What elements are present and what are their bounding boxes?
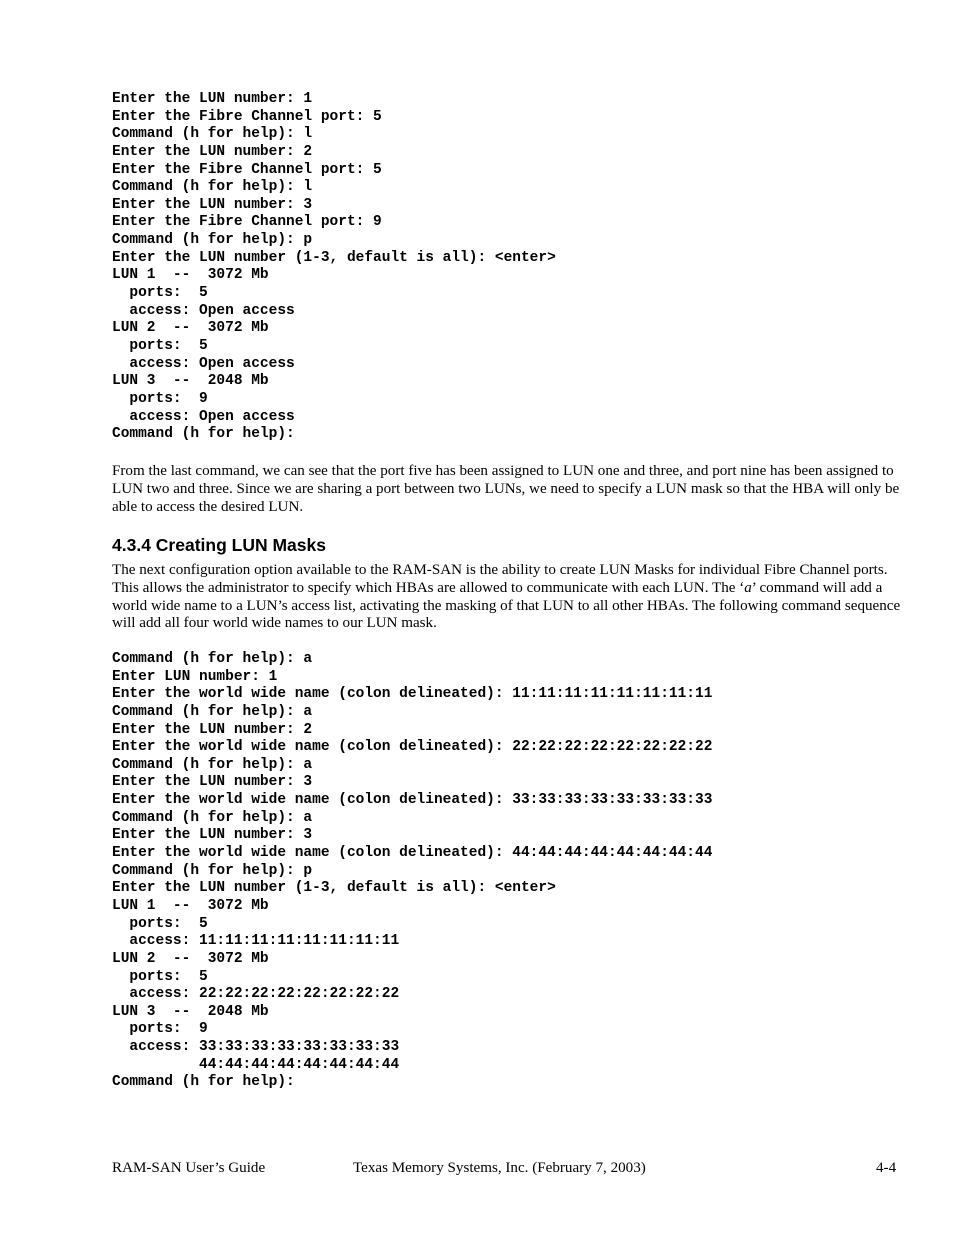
code-line: Enter the LUN number: 3 [112, 774, 313, 791]
code-line: access: Open access [112, 302, 295, 319]
paragraph-text: The next configuration option available to the RAM-SAN is the ability to create LUN Masks for individual Fibre Channel ports. This allows the administrator to specify which HBAs are allowed to communicate with each LUN. The ‘ [112, 562, 888, 596]
code-line: Command (h for help): l [112, 179, 313, 196]
code-line: access: 22:22:22:22:22:22:22:22 [112, 986, 400, 1003]
code-line: Command (h for help): [112, 1074, 295, 1091]
code-line: Command (h for help): a [112, 703, 313, 720]
code-line: ports: 9 [112, 1021, 208, 1038]
code-line: ports: 5 [112, 968, 208, 985]
code-line: Enter the Fibre Channel port: 5 [112, 161, 382, 178]
code-line: Enter the LUN number: 1 [112, 91, 313, 107]
console-listing-lun-masks [112, 651, 712, 1092]
code-line: LUN 1 -- 3072 Mb [112, 267, 269, 284]
body-paragraph-port-summary: From the last command, we can see that the port five has been assigned to LUN one and three, and port nine has been assigned to LUN two and three. Since we are sharing a port between two LUNs, we need to specify a LUN mask so that the HBA will only be able to access the desired LUN. [112, 463, 900, 515]
code-line: Enter LUN number: 1 [112, 668, 278, 685]
code-line: Enter the LUN number: 2 [112, 721, 313, 738]
code-line: access: 11:11:11:11:11:11:11:11 [112, 933, 400, 950]
code-line: Command (h for help): a [112, 809, 313, 826]
code-line: LUN 2 -- 3072 Mb [112, 950, 269, 967]
code-line: Enter the world wide name (colon delineated): 22:22:22:22:22:22:22:22 [112, 739, 713, 756]
console-listing-lun-ports [112, 91, 556, 444]
code-line: LUN 2 -- 3072 Mb [112, 320, 269, 337]
command-letter: a [744, 579, 752, 596]
code-line: ports: 9 [112, 390, 208, 407]
code-line: Enter the LUN number (1-3, default is all): <enter> [112, 880, 556, 897]
code-line: Enter the LUN number: 2 [112, 143, 313, 160]
section-heading: 4.3.4 Creating LUN Masks [112, 535, 326, 555]
code-line: Enter the Fibre Channel port: 5 [112, 108, 382, 125]
code-line: Command (h for help): p [112, 862, 313, 879]
code-line: access: 33:33:33:33:33:33:33:33 [112, 1039, 400, 1056]
code-line: LUN 3 -- 2048 Mb [112, 1003, 269, 1020]
paragraph-text: ’ command will add a world wide name to a LUN’s access list, activating the masking of that LUN to all other HBAs. The following command sequence will add all four world wide names to our LUN mask. [112, 579, 901, 632]
footer-page-number: 4-4 [876, 1160, 897, 1176]
code-line: Enter the world wide name (colon delineated): 11:11:11:11:11:11:11:11 [112, 686, 713, 703]
code-line: Command (h for help): [112, 426, 295, 443]
code-line: LUN 1 -- 3072 Mb [112, 897, 269, 914]
code-line: Enter the LUN number: 3 [112, 196, 313, 213]
code-line: access: Open access [112, 408, 295, 425]
code-line: Enter the LUN number: 3 [112, 827, 313, 844]
code-line: Enter the LUN number (1-3, default is all): <enter> [112, 249, 556, 266]
code-line: 44:44:44:44:44:44:44:44 [112, 1056, 400, 1073]
code-line: ports: 5 [112, 285, 208, 302]
footer-company-date: Texas Memory Systems, Inc. (February 7, 2003) [353, 1160, 646, 1176]
code-line: LUN 3 -- 2048 Mb [112, 373, 269, 390]
code-line: Command (h for help): p [112, 232, 313, 249]
code-line: ports: 5 [112, 915, 208, 932]
code-line: Enter the world wide name (colon delineated): 33:33:33:33:33:33:33:33 [112, 792, 713, 809]
footer-guide-title: RAM-SAN User’s Guide [112, 1160, 266, 1176]
code-line: Command (h for help): l [112, 126, 313, 143]
code-line: access: Open access [112, 355, 295, 372]
code-line: Command (h for help): a [112, 651, 313, 667]
code-line: Command (h for help): a [112, 756, 313, 773]
code-line: Enter the Fibre Channel port: 9 [112, 214, 382, 231]
body-paragraph-lun-masks [112, 562, 902, 633]
code-line: Enter the world wide name (colon delineated): 44:44:44:44:44:44:44:44 [112, 845, 713, 862]
code-line: ports: 5 [112, 337, 208, 354]
